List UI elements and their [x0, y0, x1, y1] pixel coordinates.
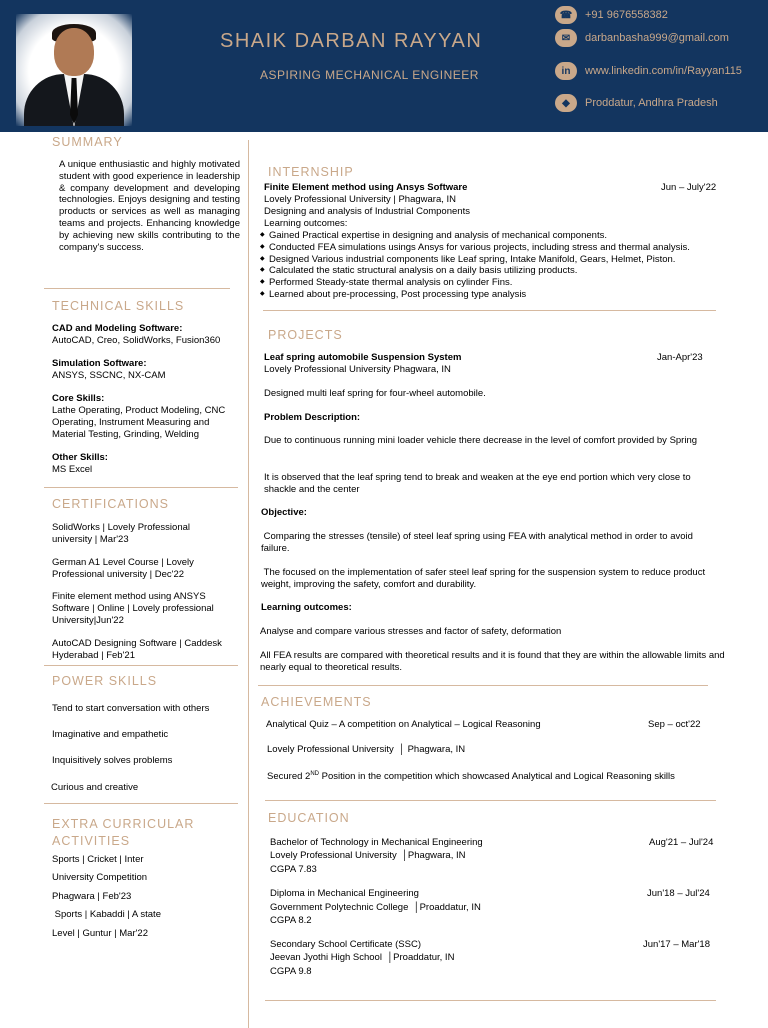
skill-heading: Other Skills: [52, 452, 108, 463]
project-outcomes-label: Learning outcomes: [261, 602, 352, 613]
bullet-item: ◆ Calculated the static structural analysis on a daily basis utilizing products. [260, 265, 690, 277]
internship-desc: Designing and analysis of Industrial Components [264, 206, 470, 217]
internship-org: Lovely Professional University | Phagwara, IN [264, 194, 457, 205]
location-pin-icon: ◆ [555, 94, 577, 112]
education-date: Aug'21 – Jul'24 [649, 837, 714, 848]
objective-text: Comparing the stresses (tensile) of steel leaf spring using FEA with analytical method in order to avoid failure. [261, 531, 696, 554]
achievements-title: ACHIEVEMENTS [261, 695, 372, 709]
internship-bullets [260, 230, 690, 301]
bullet-item: ◆ Gained Practical expertise in designing and analysis of mechanical components. [260, 230, 690, 242]
certification-item: AutoCAD Designing Software | Caddesk Hyderabad | Feb'21 [52, 638, 222, 661]
education-degree: Diploma in Mechanical Engineering [270, 888, 419, 899]
internship-date: Jun – July'22 [661, 182, 717, 193]
candidate-name: SHAIK DARBAN RAYYAN [220, 30, 483, 52]
problem-label: Problem Description: [264, 412, 361, 423]
extra-line: Sports | Cricket | Inter [52, 854, 144, 865]
achievement-date: Sep – oct'22 [648, 719, 701, 730]
phone-icon: ☎ [555, 6, 577, 24]
contact-linkedin[interactable] [555, 61, 742, 81]
achievement-result: Secured 2ND Position in the competition which showcased Analytical and Logical Reasoning skills [267, 771, 675, 783]
skill-text: ANSYS, SSCNC, NX-CAM [52, 370, 166, 381]
email-icon: ✉ [555, 29, 577, 47]
skill-text: AutoCAD, Creo, SolidWorks, Fusion360 [52, 335, 221, 346]
divider [44, 487, 238, 488]
summary-text: A unique enthusiastic and highly motivated student with good experience in leadership & company development and developing technologies. Enjoys designing and testing products or services as well as managing teams and projects. Enhancing knowledge by achieving new skills contributing to the company's success. [59, 159, 240, 253]
power-skills-title: POWER SKILLS [52, 674, 158, 688]
extra-line: University Competition [52, 872, 148, 883]
certification-item: SolidWorks | Lovely Professional university | Mar'23 [52, 522, 190, 545]
contact-email[interactable] [555, 28, 729, 48]
location-text: Proddatur, Andhra Pradesh [585, 97, 718, 109]
skill-text: MS Excel [52, 464, 93, 475]
power-skill-item: Imaginative and empathetic [52, 729, 169, 740]
problem-text: Due to continuous running mini loader vehicle there decrease in the level of comfort provided by Spring [264, 435, 698, 446]
phone-text: +91 9676558382 [585, 9, 668, 21]
achievement-event: Analytical Quiz – A competition on Analytical – Logical Reasoning [266, 719, 541, 730]
project-outcome: All FEA results are compared with theoretical results and it is found that they are within the allowable limits and nearly equal to theoretical results. [260, 650, 725, 673]
education-title: EDUCATION [268, 811, 350, 825]
education-grade: CGPA 7.83 [270, 864, 317, 875]
column-divider [248, 140, 249, 1028]
divider [44, 665, 238, 666]
summary-title: SUMMARY [52, 135, 123, 149]
project-name: Leaf spring automobile Suspension System [264, 352, 462, 363]
project-org: Lovely Professional University Phagwara, IN [264, 364, 451, 375]
education-date: Jun'17 – Mar'18 [643, 939, 711, 950]
power-skill-item: Inquisitively solves problems [52, 755, 173, 766]
contact-phone[interactable] [555, 5, 668, 25]
skill-heading: CAD and Modeling Software: [52, 323, 183, 334]
linkedin-text: www.linkedin.com/in/Rayyan115 [585, 65, 742, 77]
achievement-org: Lovely Professional University │ Phagwara, IN [267, 744, 466, 755]
certification-item: Finite element method using ANSYS Software | Online | Lovely professional University|Jun'22 [52, 591, 214, 626]
education-grade: CGPA 8.2 [270, 915, 312, 926]
projects-title: PROJECTS [268, 328, 343, 342]
education-school: Lovely Professional University │Phagwara, IN [270, 850, 466, 861]
skill-heading: Simulation Software: [52, 358, 147, 369]
power-skill-item: Tend to start conversation with others [52, 703, 210, 714]
extra-line: Sports | Kabaddi | A state [52, 909, 161, 920]
internship-role: Finite Element method using Ansys Software [264, 182, 468, 193]
internship-title: INTERNSHIP [268, 165, 354, 179]
objective-label: Objective: [261, 507, 307, 518]
extra-line: Level | Guntur | Mar'22 [52, 928, 148, 939]
contact-location [555, 93, 718, 113]
skill-heading: Core Skills: [52, 393, 105, 404]
internship-outcomes-label: Learning outcomes: [264, 218, 348, 229]
extra-line: Phagwara | Feb'23 [52, 891, 132, 902]
divider [44, 288, 230, 289]
divider [265, 800, 716, 801]
bullet-item: ◆ Learned about pre-processing, Post processing type analysis [260, 289, 690, 301]
bullet-item: ◆ Designed Various industrial components like Leaf spring, Intake Manifold, Gears, Helmet, Piston. [260, 254, 690, 266]
divider [258, 685, 708, 686]
divider [265, 1000, 716, 1001]
bullet-item: ◆ Conducted FEA simulations usings Ansys for various projects, including stress and thermal analysis. [260, 242, 690, 254]
header-banner [0, 0, 768, 132]
power-skill-item: Curious and creative [51, 782, 139, 793]
education-degree: Bachelor of Technology in Mechanical Engineering [270, 837, 483, 848]
divider [44, 803, 238, 804]
profile-photo [16, 14, 132, 126]
extra-curricular-title: EXTRA CURRICULAR [52, 817, 195, 831]
extra-curricular-title: ACTIVITIES [52, 834, 131, 848]
candidate-role: ASPIRING MECHANICAL ENGINEER [260, 68, 479, 82]
project-date: Jan-Apr'23 [657, 352, 703, 363]
objective-text: The focused on the implementation of safer steel leaf spring for the suspension system to reduce product weight, improving the safety, comfort and durability. [261, 567, 708, 590]
project-intro: Designed multi leaf spring for four-wheel automobile. [264, 388, 486, 399]
certification-item: German A1 Level Course | Lovely Professional university | Dec'22 [52, 557, 194, 580]
skill-text: Lathe Operating, Product Modeling, CNC Operating, Instrument Measuring and Material Testing, Grinding, Welding [52, 405, 226, 440]
divider [263, 310, 716, 311]
education-school: Jeevan Jyothi High School │Proaddatur, IN [270, 952, 455, 963]
problem-text: It is observed that the leaf spring tend to break and weaken at the eye end portion which very close to shackle and the center [264, 472, 691, 495]
technical-skills-title: TECHNICAL SKILLS [52, 299, 185, 313]
project-outcome: Analyse and compare various stresses and factor of safety, deformation [260, 626, 562, 637]
education-degree: Secondary School Certificate (SSC) [270, 939, 422, 950]
education-grade: CGPA 9.8 [270, 966, 312, 977]
linkedin-icon: in [555, 62, 577, 80]
bullet-item: ◆ Performed Steady-state thermal analysis on cylinder Fins. [260, 277, 690, 289]
education-date: Jun'18 – Jul'24 [647, 888, 710, 899]
email-text: darbanbasha999@gmail.com [585, 32, 729, 44]
education-school: Government Polytechnic College │Proaddatur, IN [270, 902, 481, 913]
certifications-title: CERTIFICATIONS [52, 497, 170, 511]
